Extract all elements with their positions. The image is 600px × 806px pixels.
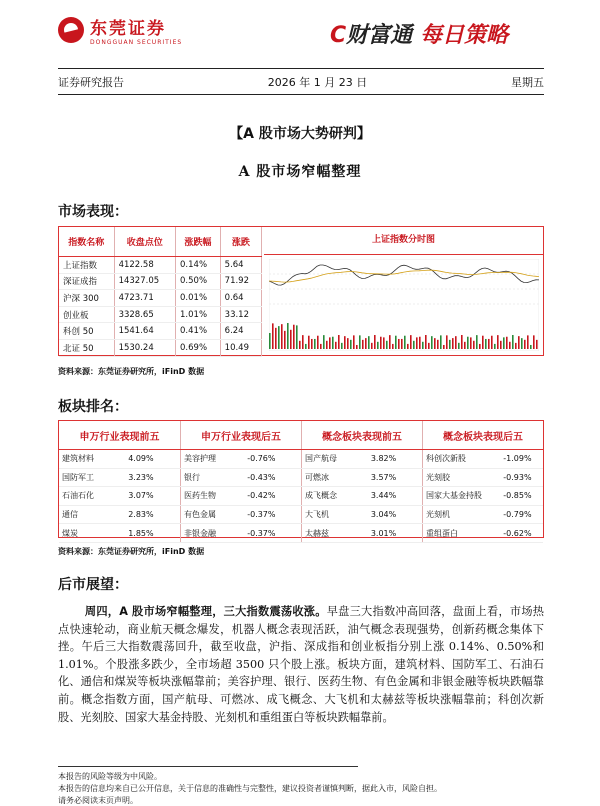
col-header: 涨跌幅 <box>176 227 221 257</box>
footer-notice: 请务必阅读末页声明。 <box>58 796 138 805</box>
ranking-source: 资料来源：东莞证券研究所，iFinD 数据 <box>58 547 205 556</box>
volume-bar <box>416 337 418 349</box>
volume-bar <box>341 343 343 349</box>
volume-bar <box>404 336 406 349</box>
volume-bar <box>521 338 523 349</box>
table-row: 通信 2.83% <box>59 505 180 524</box>
volume-bar <box>494 344 496 349</box>
volume-bar <box>395 336 397 349</box>
brand-daily-strategy: 每日策略 <box>420 23 509 48</box>
volume-bar <box>317 336 319 349</box>
ranking-table-concept-bottom <box>422 421 543 543</box>
volume-bar <box>335 342 337 349</box>
volume-bar <box>323 335 325 349</box>
volume-bar <box>347 338 349 349</box>
brand-caifutong: C财富通 <box>330 23 413 48</box>
volume-bar <box>437 340 439 349</box>
outlook-body: 早盘三大指数冲高回落，盘面上看，市场热点快速轮动，商业航天概念爆发，机器人概念表现活跃，油气概念表现强势，创新药概念集体下挫。午后三大指数震荡回升，截至收盘，沪指、深成指和创业板指分别上涨 0.14%、0.50%和 1.01%。个股涨多跌少，全市场超 3500 只个股上涨。板块方面，建筑材料、国防军工、石油石化、通信和煤炭等板块涨幅靠前；美容护理、银行、医药生物、有色金属和非银金融等板块跌幅靠前。概念指数方面，国产航母、可燃冰、成飞概念、大飞机和太赫兹等板块涨幅靠前；科创次新股、光刻胶、国家大基金持股、光刻机和重组蛋白等板块跌幅靠前。 <box>58 605 544 724</box>
volume-bar <box>344 336 346 349</box>
table-row: 国防军工 3.23% <box>59 468 180 487</box>
logo-cn: 东莞证券 <box>90 19 166 39</box>
table-row: 医药生物 -0.42% <box>181 487 302 506</box>
brand-logo <box>330 18 508 49</box>
volume-bar <box>509 342 511 349</box>
volume-bar <box>497 335 499 349</box>
table-row: 银行 -0.43% <box>181 468 302 487</box>
volume-bar <box>449 340 451 349</box>
volume-bar <box>413 341 415 349</box>
volume-bar <box>356 345 358 349</box>
volume-bar <box>401 339 403 349</box>
volume-bar <box>368 336 370 349</box>
col-header: 涨跌 <box>220 227 261 257</box>
volume-bar <box>380 337 382 349</box>
intraday-chart-header: 上证指数分时图 <box>264 227 543 255</box>
volume-bar <box>434 338 436 349</box>
report-weekday: 星期五 <box>510 76 544 89</box>
ranking-table-industry-top <box>59 421 180 543</box>
table-row: 煤炭 1.85% <box>59 524 180 543</box>
volume-bar <box>389 335 391 349</box>
logo-en: DONGGUAN SECURITIES <box>90 39 183 46</box>
volume-bar <box>302 335 304 349</box>
volume-bar <box>461 335 463 349</box>
table-row: 成飞概念 3.44% <box>302 487 423 506</box>
report-date: 2026 年 1 月 23 日 <box>267 76 368 89</box>
footer-rule <box>58 766 358 767</box>
volume-bar <box>419 337 421 349</box>
volume-bar <box>530 345 532 349</box>
volume-bar <box>329 337 331 349</box>
volume-bar <box>314 339 316 349</box>
header-rule-top <box>58 68 544 69</box>
volume-bar <box>398 339 400 349</box>
table-row: 非银金融 -0.37% <box>181 524 302 543</box>
volume-bar <box>332 337 334 349</box>
volume-bar <box>443 345 445 349</box>
outlook-paragraph <box>58 603 544 726</box>
volume-bar <box>293 325 295 349</box>
table-row: 石油石化 3.07% <box>59 487 180 506</box>
volume-bar <box>407 344 409 349</box>
table-row: 光刻胶 -0.93% <box>423 468 544 487</box>
volume-bar <box>524 340 526 349</box>
volume-bar <box>359 335 361 349</box>
volume-bar <box>500 341 502 349</box>
volume-bar <box>386 341 388 349</box>
volume-bar <box>281 324 283 349</box>
logo-mark-icon <box>58 17 84 43</box>
volume-bar <box>377 342 379 349</box>
volume-bar <box>458 343 460 349</box>
volume-bar <box>431 336 433 349</box>
volume-bar <box>473 341 475 349</box>
table-row: 上证指数 4122.58 0.14% 5.64 <box>59 257 262 274</box>
volume-bar <box>308 336 310 349</box>
volume-bar <box>536 340 538 349</box>
table-row: 沪深 300 4723.71 0.01% 0.64 <box>59 290 262 307</box>
company-logo <box>58 14 182 46</box>
report-info-row <box>58 74 544 90</box>
volume-bar <box>275 328 277 349</box>
volume-bar <box>470 337 472 349</box>
table-row: 科创 50 1541.64 0.41% 6.24 <box>59 323 262 340</box>
volume-bar <box>440 335 442 349</box>
table-row: 太赫兹 3.01% <box>302 524 423 543</box>
volume-bar <box>290 330 292 349</box>
header-rule-bottom <box>58 94 544 95</box>
volume-bar <box>326 341 328 349</box>
table-row: 光刻机 -0.79% <box>423 505 544 524</box>
volume-bar <box>455 336 457 349</box>
page-subtitle: A 股市场窄幅整理 <box>238 164 362 180</box>
volume-bar <box>284 331 286 349</box>
report-type: 证券研究报告 <box>58 76 124 89</box>
volume-bar <box>383 337 385 349</box>
table-row: 建筑材料 4.09% <box>59 450 180 469</box>
table-row: 科创次新股 -1.09% <box>423 450 544 469</box>
volume-bar <box>374 335 376 349</box>
table-row: 大飞机 3.04% <box>302 505 423 524</box>
table-row: 国产航母 3.82% <box>302 450 423 469</box>
volume-bar <box>272 323 274 349</box>
market-box <box>58 226 544 356</box>
volume-bar <box>422 342 424 349</box>
col-header: 指数名称 <box>59 227 114 257</box>
volume-bar <box>479 344 481 349</box>
volume-bar <box>299 341 301 349</box>
volume-bar <box>518 336 520 349</box>
table-row: 重组蛋白 -0.62% <box>423 524 544 543</box>
footer-disclaimer: 本报告的信息均来自已公开信息，关于信息的准确性与完整性，建议投资者谨慎判断，据此入市，风险自担。 <box>58 784 442 793</box>
ranking-table-concept-top <box>301 421 422 543</box>
page-title: 【A 股市场大势研判】 <box>229 126 371 142</box>
volume-bar <box>527 335 529 349</box>
volume-bar <box>305 344 307 349</box>
volume-bar <box>506 337 508 349</box>
volume-bar <box>365 338 367 349</box>
footer-risk: 本报告的风险等级为中风险。 <box>58 772 162 781</box>
table-row: 可燃冰 3.57% <box>302 468 423 487</box>
volume-bar <box>392 344 394 349</box>
volume-bar <box>320 344 322 349</box>
volume-bar <box>512 335 514 349</box>
volume-bar <box>338 335 340 349</box>
outlook-lead: 周四，A 股市场窄幅整理，三大指数震荡收涨。 <box>84 605 327 618</box>
table-row: 创业板 3328.65 1.01% 33.12 <box>59 306 262 323</box>
volume-bar <box>491 336 493 349</box>
volume-bar <box>269 333 271 349</box>
volume-bar <box>488 339 490 349</box>
section-outlook: 后市展望： <box>58 577 128 593</box>
col-header: 收盘点位 <box>114 227 175 257</box>
volume-bar <box>278 326 280 349</box>
volume-bar <box>476 335 478 349</box>
ranking-box <box>58 420 544 538</box>
volume-bar <box>482 336 484 349</box>
volume-bar <box>362 340 364 349</box>
section-ranking: 板块排名： <box>58 399 128 415</box>
volume-bar <box>428 343 430 349</box>
ranking-header: 申万行业表现前五 <box>59 421 180 450</box>
volume-bar <box>446 335 448 349</box>
volume-bar <box>533 335 535 349</box>
market-source: 资料来源：东莞证券研究所，iFinD 数据 <box>58 367 205 376</box>
volume-bar <box>485 339 487 349</box>
ranking-table-industry-bottom <box>180 421 301 543</box>
volume-bar <box>452 338 454 349</box>
table-row: 国家大基金持股 -0.85% <box>423 487 544 506</box>
volume-bar <box>296 325 298 349</box>
section-market: 市场表现： <box>58 204 128 220</box>
volume-bar <box>503 337 505 349</box>
volume-bar <box>287 323 289 349</box>
volume-bar <box>350 340 352 349</box>
ranking-header: 概念板块表现后五 <box>423 421 544 450</box>
table-row: 美容护理 -0.76% <box>181 450 302 469</box>
table-row: 深证成指 14327.05 0.50% 71.92 <box>59 273 262 290</box>
volume-bar <box>410 335 412 349</box>
volume-bar <box>515 343 517 349</box>
volume-bar <box>467 337 469 349</box>
ranking-header: 申万行业表现后五 <box>181 421 302 450</box>
table-row: 有色金属 -0.37% <box>181 505 302 524</box>
ranking-header: 概念板块表现前五 <box>302 421 423 450</box>
volume-bar <box>353 335 355 349</box>
intraday-chart <box>269 259 539 351</box>
brand-c-icon: C <box>330 23 347 48</box>
volume-bar <box>371 343 373 349</box>
volume-bar <box>425 335 427 349</box>
volume-bar <box>311 339 313 349</box>
table-row: 北证 50 1530.24 0.69% 10.49 <box>59 339 262 356</box>
volume-bar <box>464 342 466 349</box>
index-table <box>59 227 262 357</box>
